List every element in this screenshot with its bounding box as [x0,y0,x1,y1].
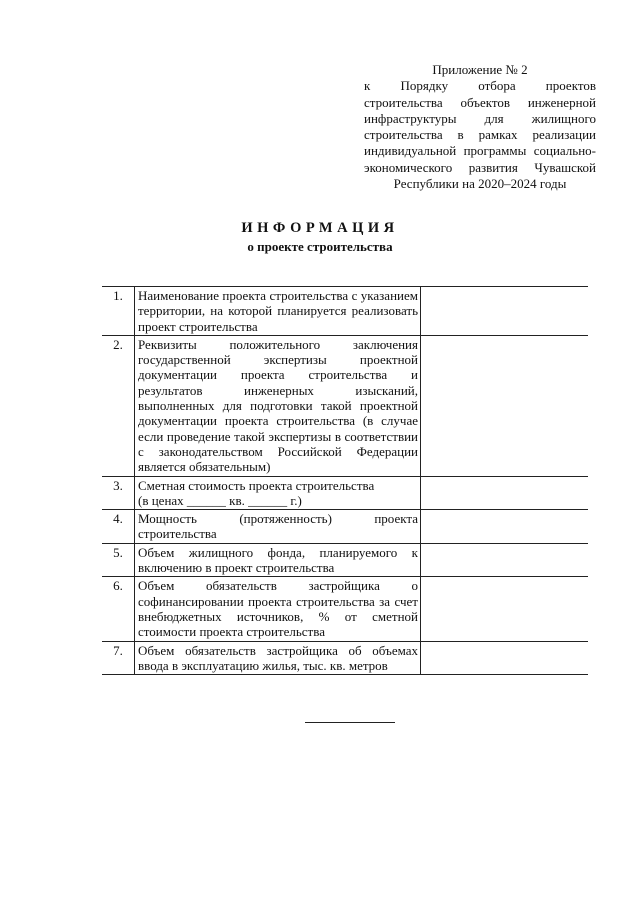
row-description-price-date: (в ценах ______ кв. ______ г.) [138,492,302,508]
appendix-heading: Приложение № 2 [432,62,528,77]
document-subtitle: о проекте строительства [247,239,393,254]
row-number: 6. [102,577,135,641]
table-row [102,335,588,476]
table-row [102,510,588,544]
appendix-text: к Порядку отбора проектов строительства объектов инженерной инфраструктуры для жилищного строительства в рамках реализации индивидуальной программы социально-экономического развития Чувашской Республики на 2020–2024 годы [364,78,596,192]
row-description: Мощность (протяженность) проекта строительства [135,510,421,544]
appendix-block [364,62,596,192]
document-title: ИНФОРМАЦИЯ [241,220,399,236]
row-value [421,287,589,336]
table-row [102,476,588,510]
table-row [102,287,588,336]
table-row [102,641,588,675]
row-number: 4. [102,510,135,544]
row-description: Объем обязательств застройщика об объемах ввода в эксплуатацию жилья, тыс. кв. метров [135,641,421,675]
row-description: Реквизиты положительного заключения государственной экспертизы проектной документации проекта строительства и результатов инженерных изысканий, выполненных для подготовки такой проектной документации проекта строительства (в случае если проведение такой экспертизы в соответствии с законодательством Российской Федерации является обязательным) [135,335,421,476]
info-table [102,286,588,675]
row-value [421,510,589,544]
row-number: 7. [102,641,135,675]
row-description: Объем жилищного фонда, планируемого к включению в проект строительства [135,543,421,577]
row-description: Объем обязательств застройщика о софинансировании проекта строительства за счет внебюджетных источников, % от сметной стоимости проекта строительства [135,577,421,641]
row-value [421,543,589,577]
row-value [421,476,589,510]
row-number: 5. [102,543,135,577]
row-number: 3. [102,476,135,510]
row-description: Сметная стоимость проекта строительства [138,477,375,493]
table-row [102,543,588,577]
table-row [102,577,588,641]
row-description-cell [135,476,421,510]
closing-line [305,722,395,723]
row-value [421,335,589,476]
row-number: 1. [102,287,135,336]
row-description: Наименование проекта строительства с указанием территории, на которой планируется реализовать проект строительства [135,287,421,336]
row-value [421,577,589,641]
row-value [421,641,589,675]
row-number: 2. [102,335,135,476]
